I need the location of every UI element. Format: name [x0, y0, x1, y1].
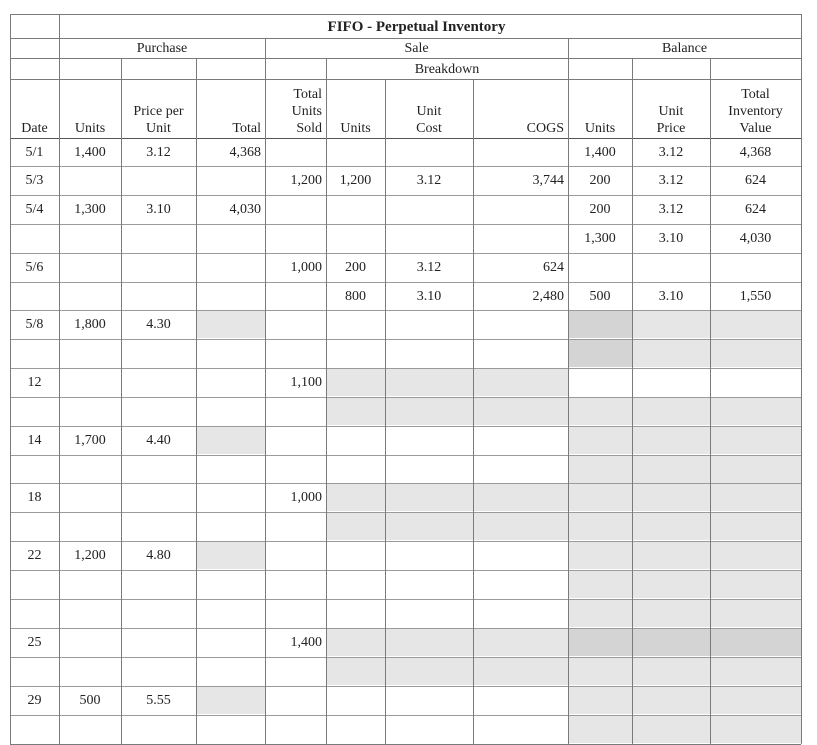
grid-line: [326, 79, 568, 80]
cell-value: 1,100: [290, 374, 322, 390]
cell-value: 3.12: [416, 172, 442, 188]
table-cell: [265, 483, 326, 511]
table-title: FIFO - Perpetual Inventory: [327, 18, 506, 35]
shaded-cell: [326, 512, 385, 540]
shaded-cell: [632, 310, 710, 338]
shaded-cell: [632, 628, 710, 656]
table-cell: [710, 195, 801, 223]
shaded-cell: [710, 512, 801, 540]
cell-value: 3.10: [146, 201, 171, 217]
table-cell: [385, 253, 473, 281]
column-header-label: Price per Unit: [133, 104, 184, 136]
table-cell: [196, 138, 265, 166]
table-cell: [121, 195, 196, 223]
cell-value: 5/3: [25, 172, 44, 188]
grid-line: [10, 58, 801, 59]
shaded-cell: [568, 628, 632, 656]
table-cell: [10, 253, 59, 281]
column-header: [326, 79, 385, 138]
grid-line: [10, 397, 801, 398]
column-header: [265, 79, 326, 138]
table-cell: [710, 138, 801, 166]
shaded-cell: [196, 541, 265, 569]
grid-line: [10, 79, 326, 80]
shaded-cell: [632, 686, 710, 714]
cell-value: 4.80: [146, 547, 171, 563]
grid-line: [10, 14, 801, 15]
table-cell: [121, 686, 196, 714]
cell-value: 1,300: [74, 201, 106, 217]
cell-value: 3.10: [658, 230, 684, 246]
shaded-cell: [473, 657, 568, 685]
table-cell: [59, 541, 121, 569]
grid-line: [10, 483, 801, 484]
shaded-cell: [568, 426, 632, 454]
shaded-cell: [632, 541, 710, 569]
grid-line: [326, 58, 327, 744]
shaded-cell: [473, 512, 568, 540]
cell-value: 5/8: [25, 316, 44, 332]
table-cell: [326, 166, 385, 194]
cell-value: 29: [27, 692, 42, 708]
cell-value: 4.30: [146, 316, 171, 332]
cell-value: 3.10: [416, 288, 442, 304]
column-header-label: Unit Price: [656, 104, 686, 136]
table-cell: [568, 195, 632, 223]
table-cell: [265, 628, 326, 656]
table-cell: [473, 282, 568, 310]
cell-value: 1,550: [739, 288, 772, 304]
cell-value: 800: [345, 288, 366, 304]
cell-value: 12: [27, 374, 42, 390]
table-cell: [10, 368, 59, 396]
table-cell: [385, 282, 473, 310]
cell-value: 4.40: [146, 432, 171, 448]
table-cell: [385, 166, 473, 194]
table-cell: [632, 166, 710, 194]
table-cell: [568, 138, 632, 166]
shaded-cell: [710, 686, 801, 714]
table-cell: [568, 282, 632, 310]
shaded-cell: [632, 599, 710, 627]
grid-line: [265, 38, 266, 744]
grid-line: [10, 541, 801, 542]
cell-value: 4,030: [739, 230, 772, 246]
grid-line: [196, 58, 197, 744]
table-cell: [568, 224, 632, 252]
cell-value: 500: [79, 692, 101, 708]
shaded-cell: [196, 426, 265, 454]
column-header-label: Date: [21, 121, 48, 136]
column-header: [121, 79, 196, 138]
table-cell: [632, 282, 710, 310]
table-cell: [632, 138, 710, 166]
table-cell: [473, 253, 568, 281]
grid-line: [473, 79, 474, 744]
shaded-cell: [473, 628, 568, 656]
cell-value: 624: [745, 201, 766, 217]
table-cell: [265, 166, 326, 194]
grid-line: [568, 79, 801, 80]
table-cell: [59, 686, 121, 714]
grid-line: [10, 253, 801, 254]
cell-value: 14: [27, 432, 42, 448]
cell-value: 5/1: [25, 144, 44, 160]
cell-value: 4,030: [229, 201, 261, 217]
table-cell: [326, 282, 385, 310]
table-cell: [10, 166, 59, 194]
grid-line: [10, 282, 801, 283]
table-cell: [10, 686, 59, 714]
cell-value: 1,400: [74, 144, 106, 160]
table-cell: [121, 310, 196, 338]
column-header: [385, 79, 473, 138]
shaded-cell: [326, 483, 385, 511]
table-cell: [10, 195, 59, 223]
shaded-cell: [385, 483, 473, 511]
table-cell: [10, 138, 59, 166]
cell-value: 3.12: [658, 201, 684, 217]
shaded-cell: [473, 368, 568, 396]
shaded-cell: [710, 570, 801, 598]
grid-line: [10, 599, 801, 600]
grid-line: [10, 138, 801, 139]
cell-value: 1,700: [74, 432, 106, 448]
table-cell: [10, 310, 59, 338]
shaded-cell: [385, 512, 473, 540]
cell-value: 3.12: [658, 172, 684, 188]
shaded-cell: [568, 483, 632, 511]
cell-value: 1,300: [584, 230, 616, 246]
shaded-cell: [632, 455, 710, 483]
table-cell: [473, 166, 568, 194]
cell-value: 500: [589, 288, 611, 304]
cell-value: 4,368: [229, 144, 261, 160]
column-header-label: Unit Cost: [416, 104, 442, 136]
cell-value: 3,744: [532, 172, 564, 188]
shaded-cell: [568, 541, 632, 569]
shaded-cell: [568, 570, 632, 598]
shaded-cell: [385, 657, 473, 685]
cell-value: 624: [745, 172, 766, 188]
column-header: [710, 79, 801, 138]
cell-value: 3.12: [658, 144, 684, 160]
shaded-cell: [632, 512, 710, 540]
shaded-cell: [710, 657, 801, 685]
shaded-cell: [473, 483, 568, 511]
shaded-cell: [710, 455, 801, 483]
column-header: [59, 79, 121, 138]
grid-line: [121, 58, 122, 744]
cell-value: 624: [543, 259, 564, 275]
shaded-cell: [568, 686, 632, 714]
shaded-cell: [632, 339, 710, 367]
shaded-cell: [196, 310, 265, 338]
column-header-label: Units: [584, 121, 616, 136]
shaded-cell: [632, 657, 710, 685]
table-cell: [196, 195, 265, 223]
table-cell: [10, 541, 59, 569]
shaded-cell: [568, 657, 632, 685]
grid-line: [10, 570, 801, 571]
shaded-cell: [568, 339, 632, 367]
grid-line: [568, 38, 569, 744]
cell-value: 4,368: [739, 144, 772, 160]
grid-line: [10, 339, 801, 340]
shaded-cell: [632, 426, 710, 454]
table-cell: [710, 282, 801, 310]
column-header-label: Units: [340, 121, 371, 136]
column-header: [473, 79, 568, 138]
cell-value: 1,200: [339, 172, 372, 188]
table-cell: [10, 628, 59, 656]
table-cell: [59, 426, 121, 454]
cell-value: 1,200: [290, 172, 322, 188]
grid-line: [10, 628, 801, 629]
shaded-cell: [568, 512, 632, 540]
shaded-cell: [632, 397, 710, 425]
table-cell: [59, 138, 121, 166]
grid-line: [10, 14, 11, 744]
column-header-label: Total Inventory Value: [728, 87, 783, 136]
grid-line: [10, 512, 801, 513]
grid-line: [59, 14, 60, 744]
grid-line: [10, 426, 801, 427]
shaded-cell: [710, 339, 801, 367]
cell-value: 1,000: [290, 259, 322, 275]
cell-value: 25: [27, 634, 42, 650]
shaded-cell: [385, 368, 473, 396]
shaded-cell: [326, 657, 385, 685]
table-cell: [121, 138, 196, 166]
cell-value: 1,800: [74, 316, 106, 332]
shaded-cell: [632, 715, 710, 743]
shaded-cell: [710, 397, 801, 425]
shaded-cell: [710, 715, 801, 743]
shaded-cell: [385, 397, 473, 425]
cell-value: 200: [589, 172, 611, 188]
shaded-cell: [568, 599, 632, 627]
grid-line: [710, 58, 711, 744]
table-cell: [710, 166, 801, 194]
cell-value: 3.12: [146, 144, 171, 160]
shaded-cell: [568, 455, 632, 483]
table-cell: [59, 195, 121, 223]
table-cell: [265, 368, 326, 396]
shaded-cell: [632, 483, 710, 511]
table-cell: [121, 426, 196, 454]
shaded-cell: [632, 570, 710, 598]
column-header: [568, 79, 632, 138]
cell-value: 3.12: [416, 259, 442, 275]
shaded-cell: [326, 397, 385, 425]
shaded-cell: [568, 715, 632, 743]
grid-line: [632, 58, 633, 744]
column-header-label: Total: [232, 121, 261, 136]
column-header: [196, 79, 265, 138]
cell-value: 18: [27, 489, 42, 505]
shaded-cell: [710, 310, 801, 338]
shaded-cell: [710, 426, 801, 454]
table-cell: [265, 253, 326, 281]
cell-value: 200: [589, 201, 611, 217]
cell-value: 5/4: [25, 201, 44, 217]
table-cell: [59, 310, 121, 338]
grid-line: [10, 224, 801, 225]
grid-line: [10, 657, 801, 658]
grid-line: [385, 79, 386, 744]
cell-value: 1,000: [290, 489, 322, 505]
cell-value: 5.55: [146, 692, 171, 708]
group-header-purchase: Purchase: [136, 40, 188, 56]
column-header-label: Total Units Sold: [291, 87, 322, 136]
column-header-label: Units: [74, 121, 106, 136]
table-cell: [10, 483, 59, 511]
shaded-cell: [568, 310, 632, 338]
shaded-cell: [326, 628, 385, 656]
cell-value: 1,400: [290, 634, 322, 650]
cell-value: 1,400: [584, 144, 616, 160]
grid-line: [10, 195, 801, 196]
grid-line: [10, 166, 801, 167]
cell-value: 22: [27, 547, 42, 563]
grid-line: [801, 14, 802, 744]
table-cell: [326, 253, 385, 281]
column-header: [632, 79, 710, 138]
group-header-balance: Balance: [661, 40, 708, 56]
group-header-sale: Sale: [404, 40, 429, 56]
grid-line: [10, 368, 801, 369]
shaded-cell: [568, 397, 632, 425]
shaded-cell: [710, 541, 801, 569]
table-cell: [10, 426, 59, 454]
group-header-breakdown: Breakdown: [414, 62, 480, 77]
shaded-cell: [710, 483, 801, 511]
table-cell: [710, 224, 801, 252]
cell-value: 3.10: [658, 288, 684, 304]
cell-value: 200: [345, 259, 366, 275]
cell-value: 5/6: [25, 259, 44, 275]
shaded-cell: [473, 397, 568, 425]
column-header: [10, 79, 59, 138]
column-header-label: COGS: [526, 121, 564, 136]
cell-value: 2,480: [532, 288, 564, 304]
grid-line: [10, 455, 801, 456]
shaded-cell: [196, 686, 265, 714]
table-cell: [568, 166, 632, 194]
shaded-cell: [385, 628, 473, 656]
table-cell: [632, 195, 710, 223]
shaded-cell: [710, 599, 801, 627]
grid-line: [59, 38, 801, 39]
cell-value: 1,200: [74, 547, 106, 563]
grid-line: [10, 38, 59, 39]
shaded-cell: [326, 368, 385, 396]
grid-line: [10, 686, 801, 687]
grid-line: [10, 715, 801, 716]
table-cell: [632, 224, 710, 252]
shaded-cell: [710, 628, 801, 656]
grid-line: [10, 310, 801, 311]
table-cell: [121, 541, 196, 569]
